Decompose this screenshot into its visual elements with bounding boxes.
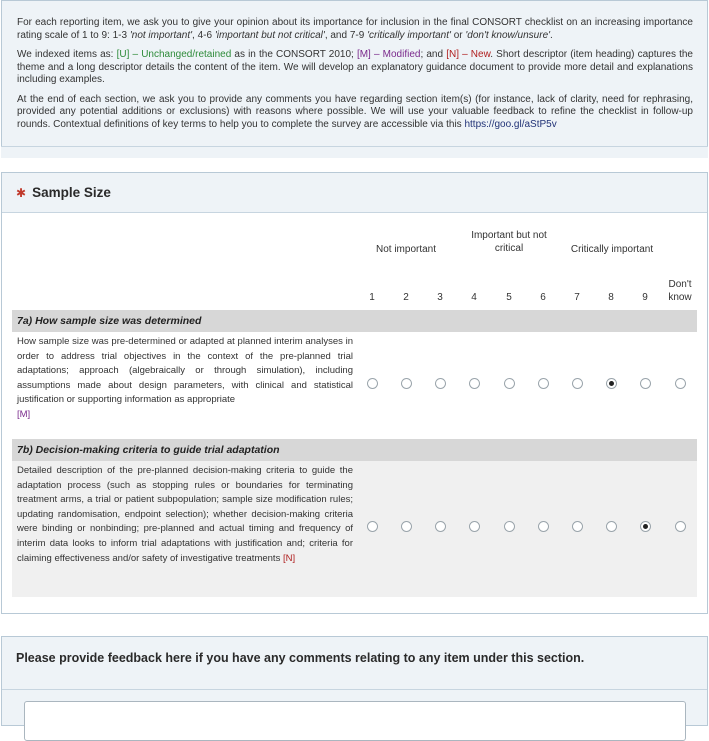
rating-7b-9[interactable] [640, 521, 651, 532]
item-row-7a [12, 332, 697, 436]
required-asterisk-icon: ✱ [16, 185, 27, 200]
item-heading-7a: 7a) How sample size was determined [12, 310, 697, 332]
section-header [2, 173, 707, 213]
scale-number-5: 5 [506, 292, 512, 303]
scale-group-not-important: Not important [375, 244, 437, 255]
instructions-rating-scale: For each reporting item, we ask you to give your opinion about its importance for inclusion in the final CONSORT checklist on an increasing importance rating scale of 1 to 9: 1-3 'not important', 4-6 'important but not critical', and 7-9 'critically important' or 'don't know/unsure'. [17, 17, 693, 41]
rating-7b-5[interactable] [504, 521, 515, 532]
rating-7a-1[interactable] [367, 378, 378, 389]
tag-unchanged: [U] – Unchanged/retained [116, 49, 232, 60]
rating-7a-5[interactable] [504, 378, 515, 389]
rating-7b-3[interactable] [435, 521, 446, 532]
item-tag-7b: [N] [282, 552, 296, 564]
scale-number-2: 2 [403, 292, 409, 303]
scale-number-8: 8 [608, 292, 614, 303]
section-title: Sample Size [32, 185, 111, 200]
rating-7a-2[interactable] [401, 378, 412, 389]
item-description-7a: How sample size was pre-determined or adapted at planned interim analyses in order to address trial objectives in the context of the pre-planned trial adaptations; approach (algebraically or through simulation), including assumptions made about design parameters, with clinical and statistical justification or supporting information as appropriate [M] [17, 336, 353, 420]
instructions-panel [1, 0, 708, 158]
scale-number-7: 7 [574, 292, 580, 303]
rating-7b-2[interactable] [401, 521, 412, 532]
scale-group-important: Important but not critical [471, 230, 547, 254]
panel-divider [1, 146, 708, 158]
rating-7a-7[interactable] [572, 378, 583, 389]
feedback-divider [2, 689, 707, 690]
rating-7b-7[interactable] [572, 521, 583, 532]
sample-size-section [1, 172, 708, 614]
scale-number-6: 6 [540, 292, 546, 303]
rating-7b-1[interactable] [367, 521, 378, 532]
scale-number-4: 4 [471, 292, 477, 303]
item-tag-7a: [M] [17, 408, 31, 420]
item-row-7b [12, 461, 697, 597]
scale-number-3: 3 [437, 292, 443, 303]
scale-group-critical: Critically important [570, 244, 654, 255]
rating-7a-9[interactable] [640, 378, 651, 389]
definitions-link[interactable]: https://goo.gl/aStP5v [464, 118, 557, 130]
item-description-7b: Detailed description of the pre-planned decision-making criteria to guide the adaptation process (such as stopping rules or boundaries for terminating treatment arms, a trial or patient subpopulation; sample size modification rules; updating randomisation, endpoint selection); whether decision-making criteria were binding or nonbinding; pre-planned and actual timing and frequency of interim data looks to inform trial adaptations with justification and; criteria for claiming effectiveness and/or safety of investigative treatments [N] [17, 465, 353, 564]
rating-7b-dont-know[interactable] [675, 521, 686, 532]
instructions-indexing: We indexed items as: [U] – Unchanged/retained as in the CONSORT 2010; [M] – Modified; and [N] – New. Short descriptor (item heading) captures the theme and a long descriptor details the content of the item. We will develop an explanatory guidance document to provide more detail and explanations including examples. [17, 49, 693, 85]
scale-number-9: 9 [642, 292, 648, 303]
scale-number-1: 1 [369, 292, 375, 303]
rating-7a-8[interactable] [606, 378, 617, 389]
feedback-section [1, 636, 708, 726]
feedback-prompt: Please provide feedback here if you have any comments relating to any item under this section. [16, 651, 585, 665]
item-heading-7b: 7b) Decision-making criteria to guide trial adaptation [12, 439, 697, 461]
rating-7b-4[interactable] [469, 521, 480, 532]
tag-new: [N] – New [446, 49, 491, 60]
rating-7a-6[interactable] [538, 378, 549, 389]
rating-7a-4[interactable] [469, 378, 480, 389]
rating-7a-3[interactable] [435, 378, 446, 389]
rating-7b-6[interactable] [538, 521, 549, 532]
feedback-textarea[interactable] [24, 701, 686, 741]
tag-modified: [M] – Modified [356, 49, 421, 60]
instructions-feedback: At the end of each section, we ask you to provide any comments you have regarding section item(s) (for instance, lack of clarity, need for rephrasing, provided any potential additions or exclusions) with reasons where possible. We will use your valuable feedback to refine the checklist in follow-up rounds. Contextual definitions of key terms to help you to complete the survey are accessible via this https://goo.gl/aStP5v [17, 93, 693, 130]
rating-7b-8[interactable] [606, 521, 617, 532]
scale-dont-know: Don't know [668, 279, 692, 303]
rating-7a-dont-know[interactable] [675, 378, 686, 389]
